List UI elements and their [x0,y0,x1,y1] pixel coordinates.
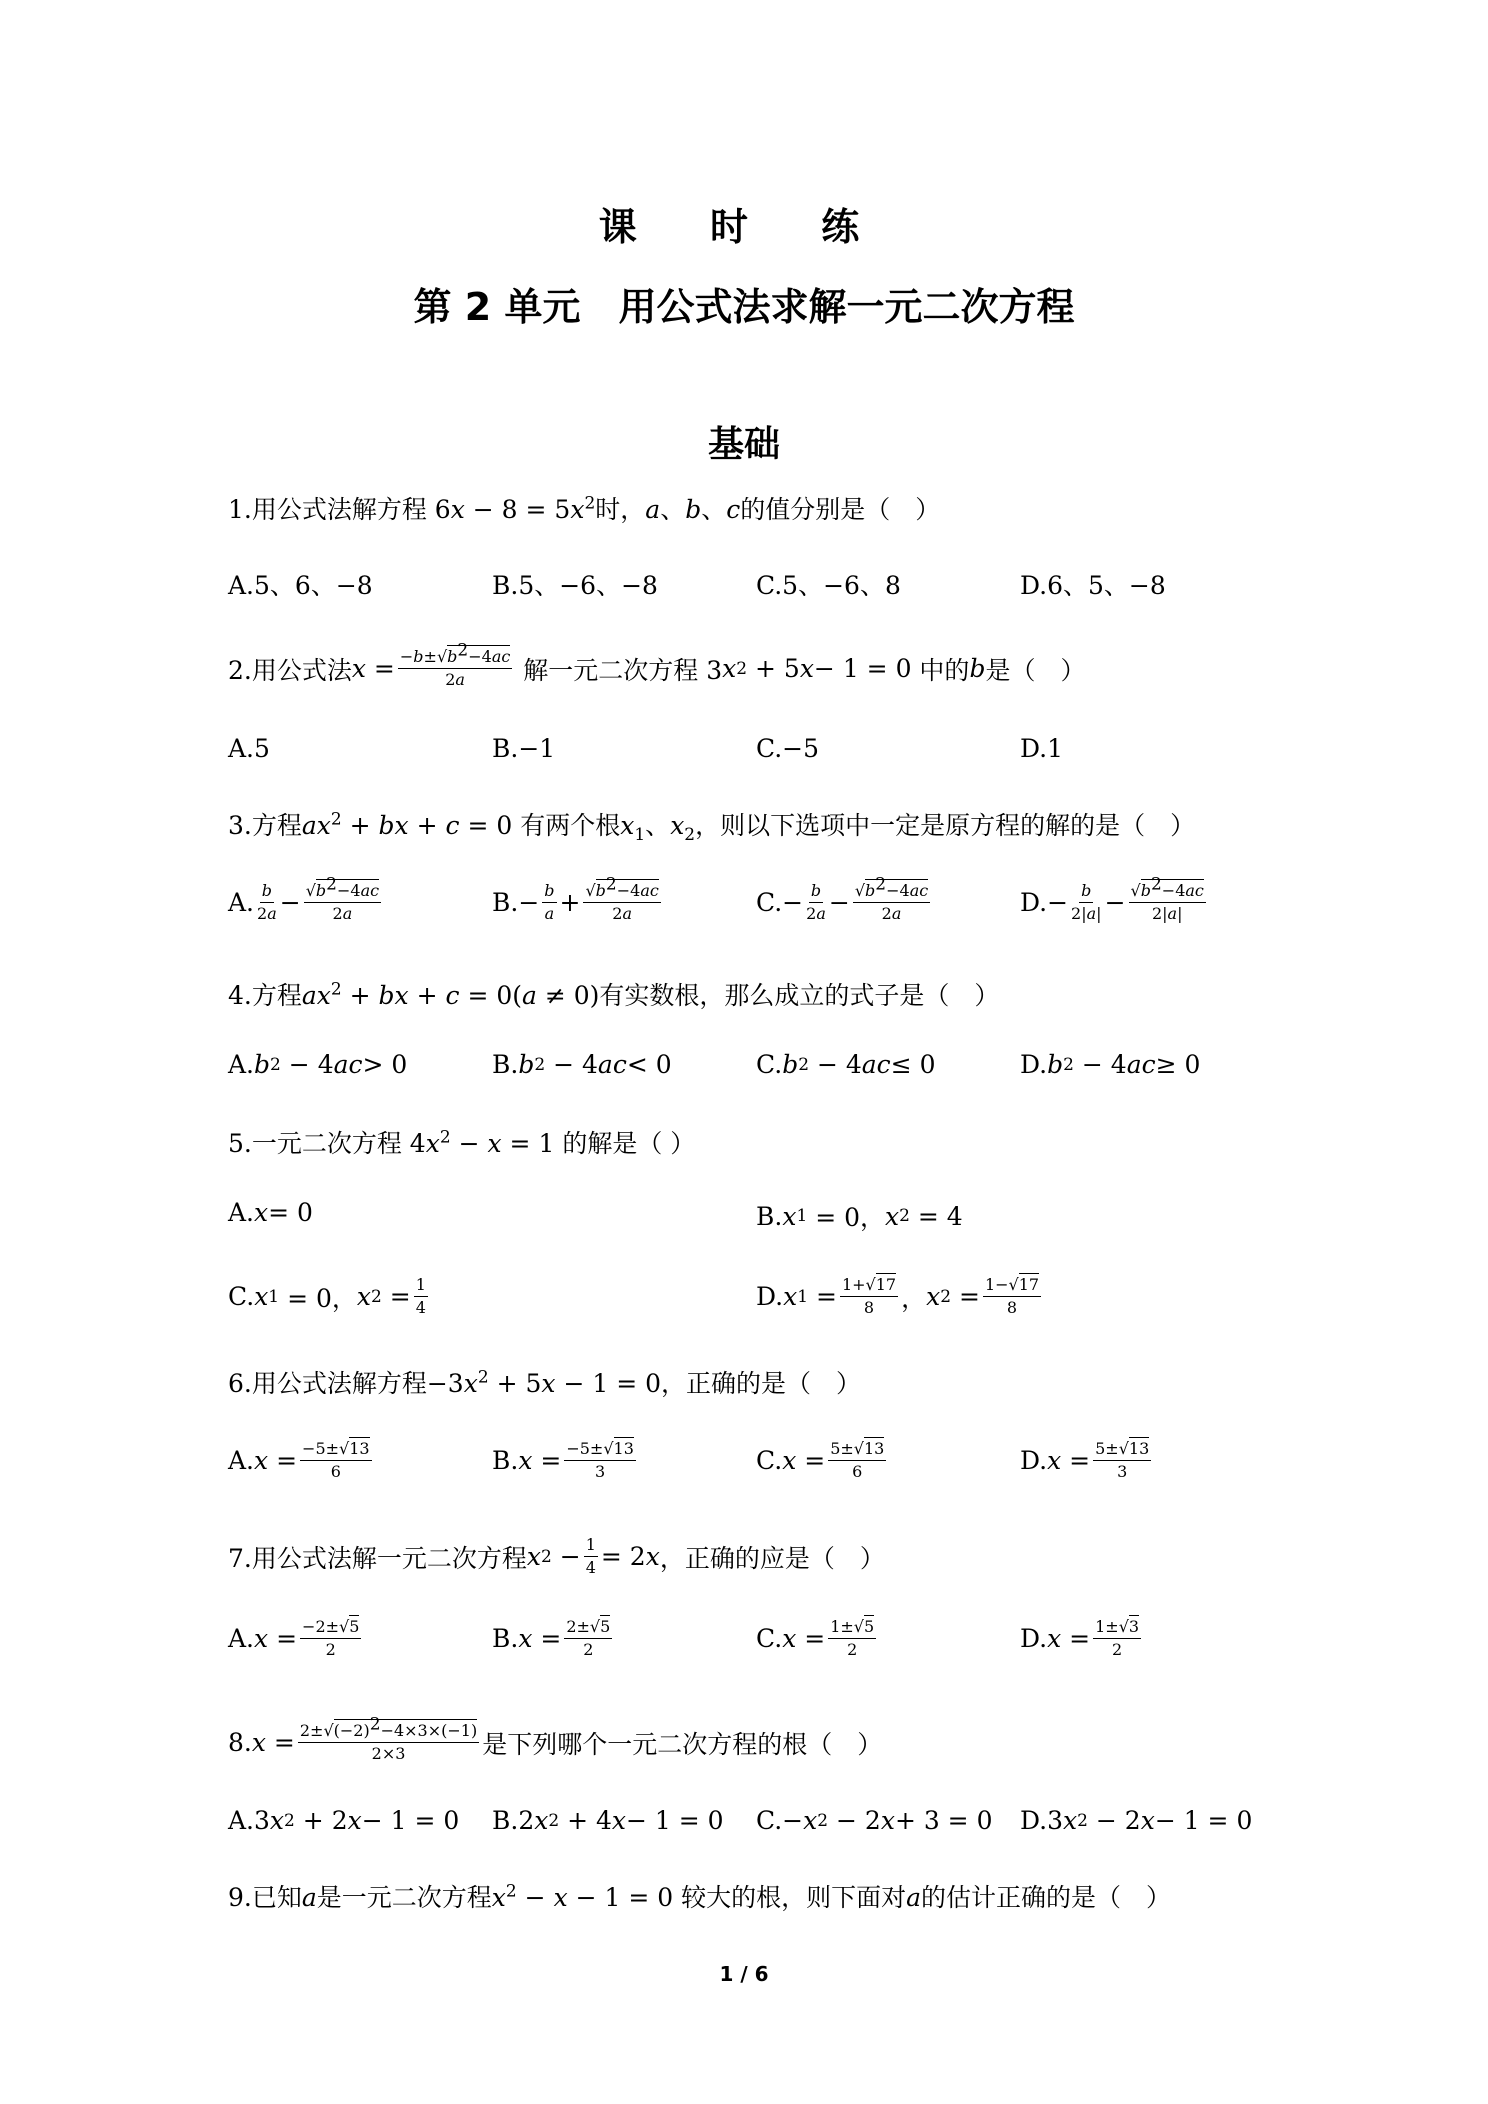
q3-option-d[interactable]: D.− b 2|a| − $√b^2-4ac$ 2|a| [1020,874,1204,923]
question-6: 6.用公式法解方程$-3x^2 + 5x - 1 = 0$，正确的是（ ） [228,1367,862,1398]
q8-option-c[interactable]: C.− x 2 − 2 x + 3 = 0 [756,1806,993,1835]
q1-option-c[interactable]: C.5、−6、8 [756,571,901,600]
page-number: 1 / 6 [719,1962,769,1986]
q1-option-b[interactable]: B.5、−6、−8 [492,571,658,600]
q5-option-b[interactable]: B. x 1 = 0， x 2 = 4 [756,1201,963,1232]
q6-option-c[interactable]: C. x = 5±√13 6 [756,1439,885,1481]
q4-option-a[interactable]: A. b 2 − 4 ac > 0 [228,1050,408,1079]
q1-option-d[interactable]: D.6、5、−8 [1020,571,1166,600]
page-title: 第 2 单元 用公式法求解一元二次方程 [413,285,1075,329]
question-7: 7.用公式法解一元二次方程 x 2 − 1 4 = 2 x ，正确的应是（ ） [228,1535,885,1577]
q5-option-a[interactable]: A. x = 0 [228,1198,313,1227]
section-heading: 基础 [707,424,780,465]
q7-option-c[interactable]: C. x = 1±√5 2 [756,1617,875,1659]
q6-option-b[interactable]: B. x = −5±√13 3 [492,1439,634,1481]
q2-option-d[interactable]: D.1 [1020,734,1064,763]
q6-option-a[interactable]: A. x = −5±√13 6 [228,1439,370,1481]
question-1: 1.用公式法解方程 $6x - 8 = 5x^2$时，a、b、c的值分别是（ ） [228,493,941,524]
q2-option-b[interactable]: B.−1 [492,734,556,763]
question-9: 9.已知a是一元二次方程$x^2 - x - 1 = 0$ 较大的根，则下面对a的估计正确的是（ ） [228,1881,1172,1912]
q8-option-b[interactable]: B.2 x 2 + 4 x − 1 = 0 [492,1806,724,1835]
q2-option-c[interactable]: C.−5 [756,734,820,763]
q3-option-a[interactable]: A. b 2a − $√b^2-4ac$ 2a [228,874,380,923]
q5-option-d[interactable]: D. x 1 = 1+√17 8 ， x 2 = 1−√17 8 [756,1275,1040,1317]
q8-option-d[interactable]: D.3 x 2 − 2 x − 1 = 0 [1020,1806,1253,1835]
q4-option-d[interactable]: D. b 2 − 4 ac ≥ 0 [1020,1050,1201,1079]
question-8: 8. x = $2\pm√(-2)^2-4\times 3\times(-1)$ 2×3 是下列哪个一元二次方程的根（ ） [228,1714,883,1763]
q5-option-c[interactable]: C. x 1 = 0， x 2 = 1 4 [228,1275,426,1317]
question-4: 4.方程$ax^2$ + bx + c = 0(a ≠ 0)有实数根，那么成立的式子是（ ） [228,979,1000,1010]
q4-option-b[interactable]: B. b 2 − 4 ac < 0 [492,1050,672,1079]
q7-option-d[interactable]: D. x = 1±√3 2 [1020,1617,1140,1659]
q3-option-c[interactable]: C.− b 2a − $√b^2-4ac$ 2a [756,874,929,923]
page-header: 课 时 练 [598,205,890,249]
q4-option-c[interactable]: C. b 2 − 4 ac ≤ 0 [756,1050,936,1079]
question-2: 2.用公式法 x = $-b\pm√b^2-4ac$ 2a 解一元二次方程 3 x 2 + 5 x − 1 = 0 中的 b 是（ ） [228,640,1086,689]
q8-option-a[interactable]: A.3 x 2 + 2 x − 1 = 0 [228,1806,460,1835]
q3-option-b[interactable]: B.− b a + $√b^2-4ac$ 2a [492,874,659,923]
question-5: 5.一元二次方程 $4x^2 - x = 1$ 的解是（ ） [228,1127,696,1158]
question-3: 3.方程$ax^2$ + bx + c = 0 有两个根$x_1$、$x_2$，则以下选项中一定是原方程的解的是（ ） [228,809,1196,845]
q6-option-d[interactable]: D. x = 5±√13 3 [1020,1439,1150,1481]
q2-option-a[interactable]: A.5 [228,734,270,763]
q7-option-a[interactable]: A. x = −2±√5 2 [228,1617,360,1659]
q1-option-a[interactable]: A.5、6、−8 [228,571,373,600]
q7-option-b[interactable]: B. x = 2±√5 2 [492,1617,611,1659]
